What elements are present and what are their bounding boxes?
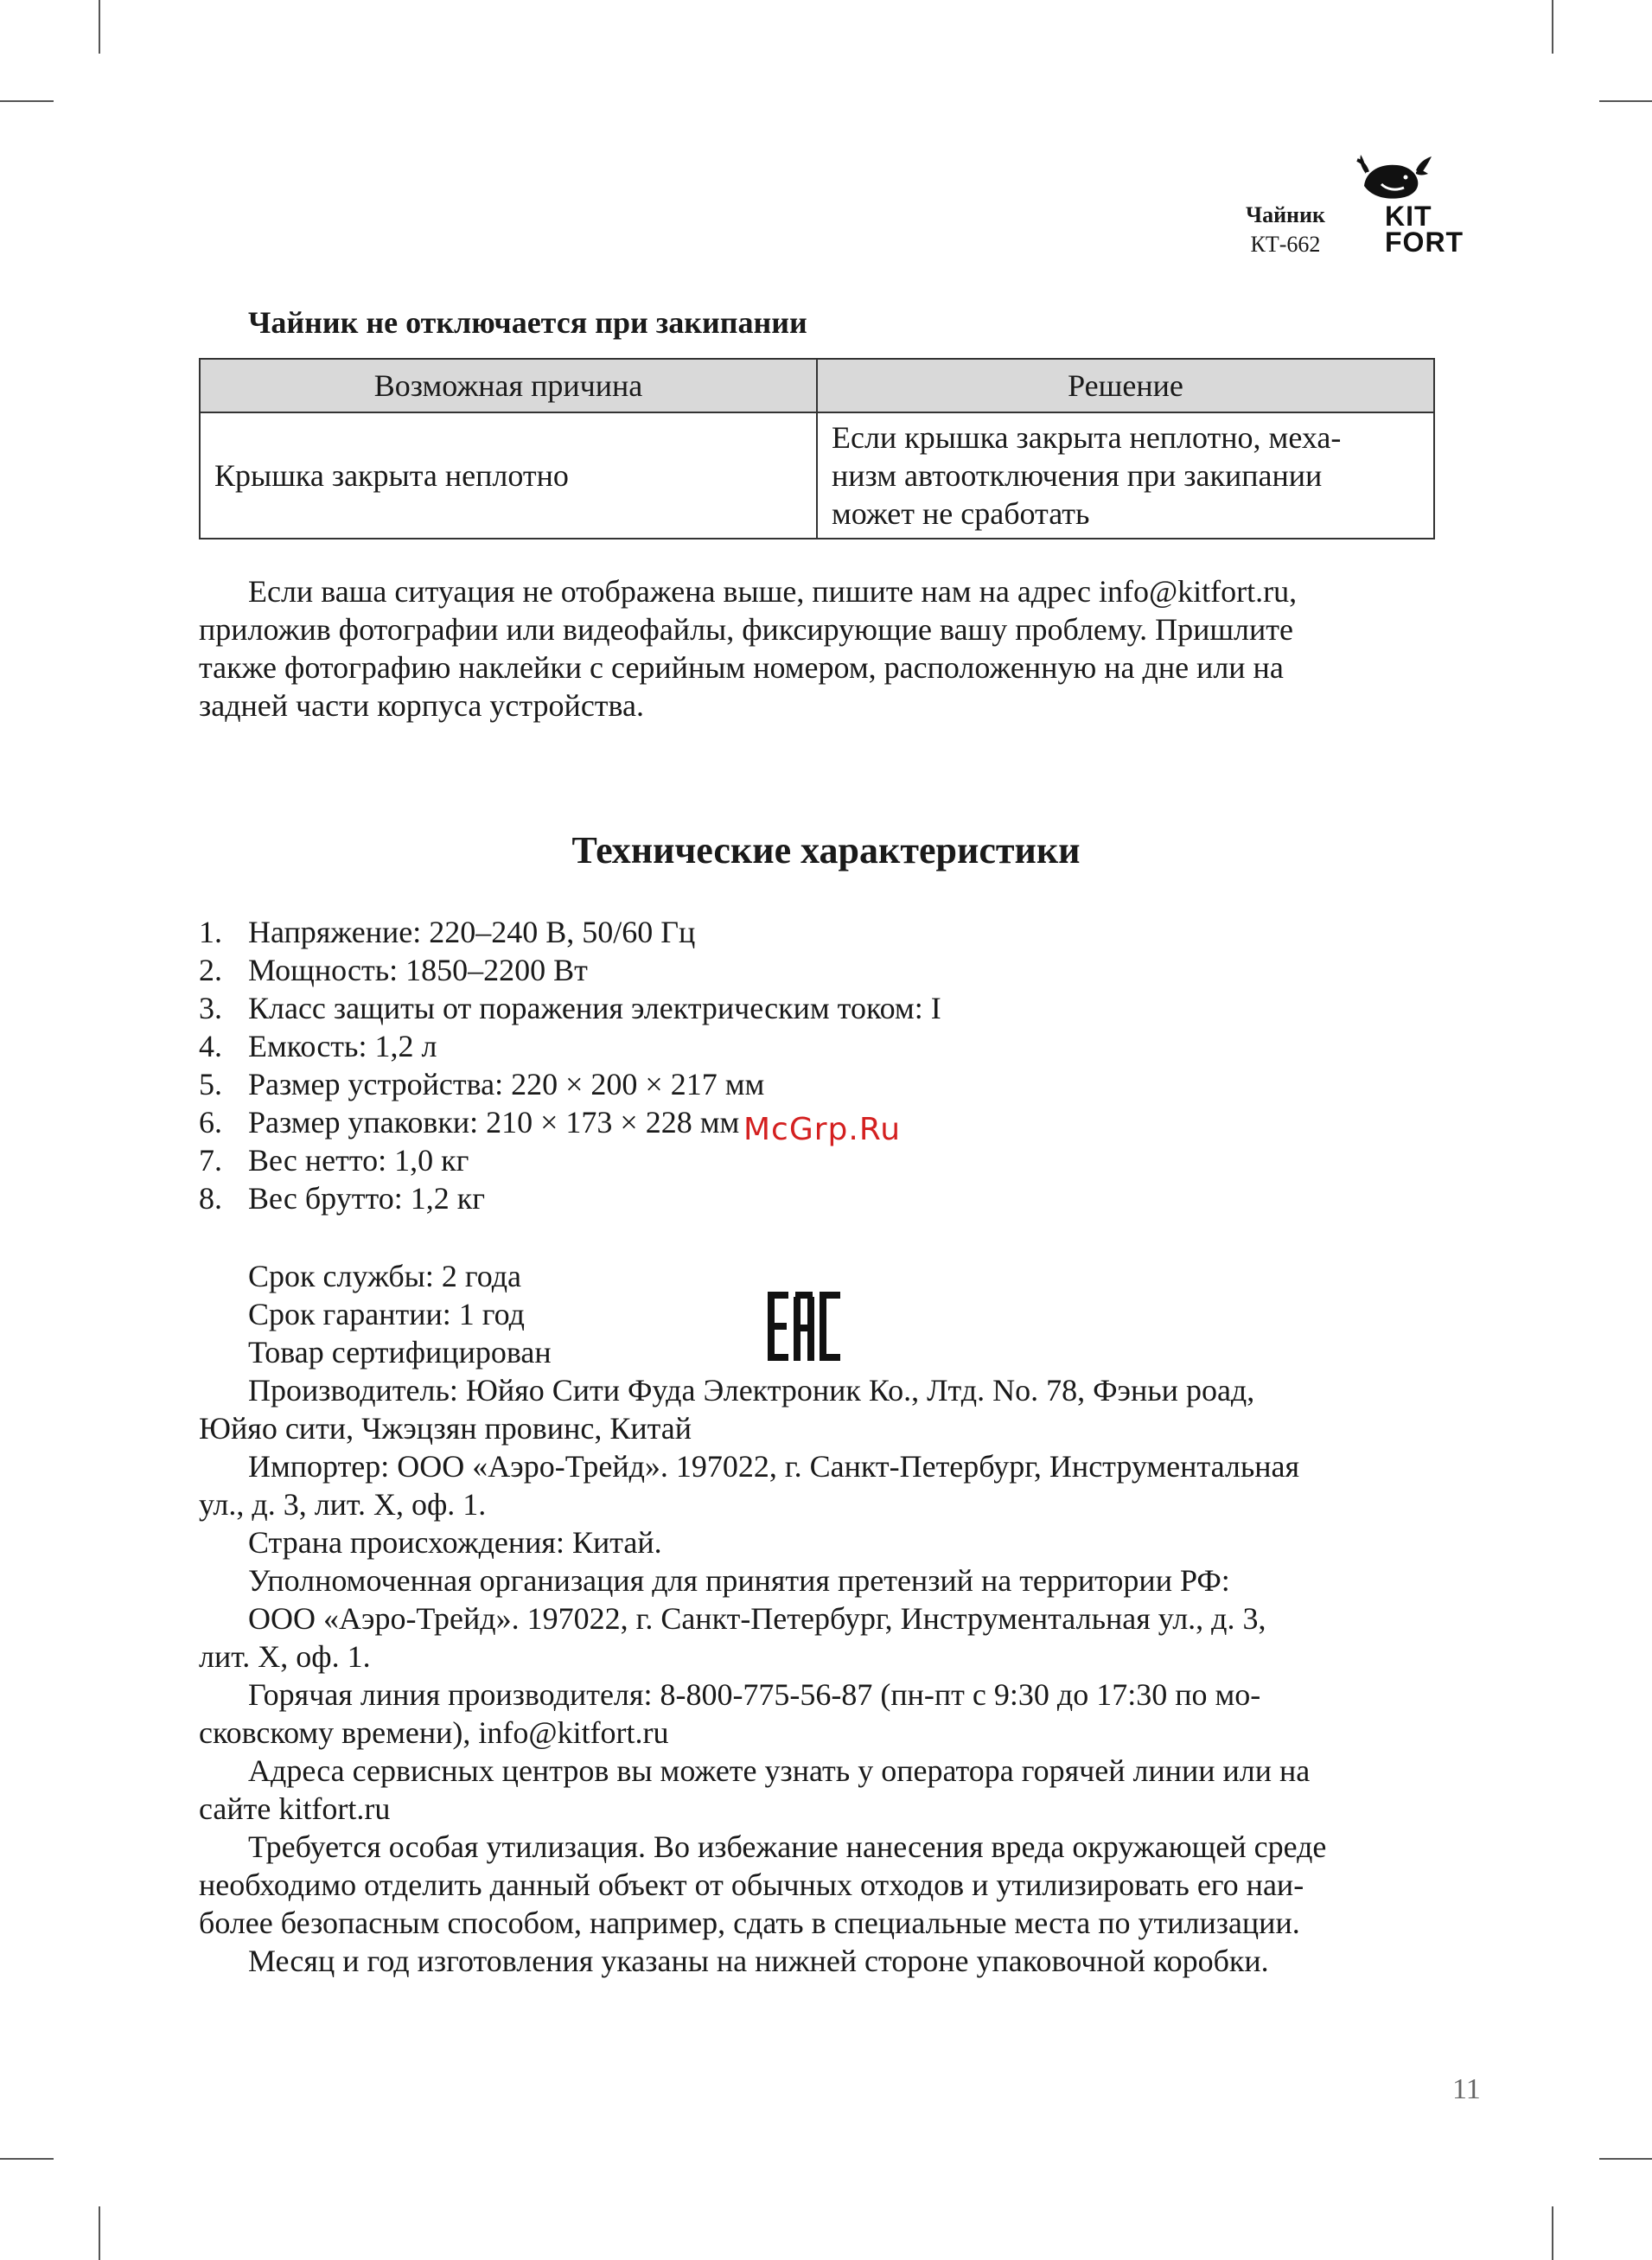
solution-cell [817, 412, 1434, 539]
info-paragraph: Требуется особая утилизация. Во избежание нанесения вреда окружающей среде необходимо отделить данный объект от обычных отходов и утилизировать его наи- более безопасным способом, например, сдать в специальные места по утилизации. [199, 1829, 1327, 1940]
page-number: 11 [1452, 2073, 1481, 2105]
solution-line: может не сработать [832, 496, 1090, 531]
info-paragraph: ООО «Аэро-Трейд». 197022, г. Санкт-Петербург, Инструментальная ул., д. 3, лит. Х, оф. 1. [199, 1601, 1266, 1674]
crop-mark [1552, 2206, 1553, 2260]
whale-icon [1355, 151, 1433, 203]
list-item: 2. Мощность: 1850–2200 Вт [199, 953, 588, 987]
solution-line: низм автоотключения при закипании [832, 458, 1323, 493]
info-paragraph: Срок гарантии: 1 год [248, 1297, 525, 1331]
watermark: McGrp.Ru [743, 1112, 902, 1147]
text-line: приложив фотографии или видеофайлы, фиксирующие вашу проблему. Пришлите [199, 612, 1293, 647]
info-paragraph: Адреса сервисных центров вы можете узнать у оператора горячей линии или на сайте kitfort.ru [199, 1753, 1311, 1826]
text-line: Если ваша ситуация не отображена выше, пишите нам на адрес info@kitfort.ru, [248, 574, 1298, 609]
table-header-row [200, 359, 1434, 412]
crop-mark [99, 0, 100, 54]
info-paragraph: Производитель: Юйяо Сити Фуда Электроник Ко., Лтд. No. 78, Фэньи роад, Юйяо сити, Чжэцзян провинс, Китай [199, 1373, 1255, 1446]
info-paragraph: Горячая линия производителя: 8-800-775-56-87 (пн-пт с 9:30 до 17:30 по мо- сковскому времени), info@kitfort.ru [199, 1677, 1261, 1750]
troubleshooting-table [199, 358, 1435, 539]
product-name: Чайник [1245, 202, 1325, 227]
crop-mark [0, 100, 54, 102]
eac-mark-icon [768, 1292, 840, 1361]
kitfort-logo [1349, 151, 1470, 264]
info-paragraph: Товар сертифицирован [248, 1335, 552, 1369]
section-title: Чайник не отключается при закипании [248, 305, 807, 340]
brand-line-2: FORT [1385, 227, 1464, 258]
crop-mark [1599, 2158, 1652, 2160]
header-meta [1246, 201, 1325, 259]
info-paragraph: Срок службы: 2 года [248, 1259, 522, 1293]
brand-text [1385, 201, 1464, 258]
text-line: задней части корпуса устройства. [199, 688, 645, 723]
tech-specs-title: Технические характеристики [571, 829, 1081, 871]
info-paragraph: Импортер: ООО «Аэро-Трейд». 197022, г. Санкт-Петербург, Инструментальная ул., д. 3, лит. Х, оф. 1. [199, 1449, 1300, 1522]
list-item: 6. Размер упаковки: 210 × 173 × 228 мм [199, 1105, 740, 1140]
list-item: 1. Напряжение: 220–240 В, 50/60 Гц [199, 915, 696, 949]
table-row [200, 412, 1434, 539]
crop-mark [1552, 0, 1553, 54]
info-paragraph: Месяц и год изготовления указаны на нижней стороне упаковочной коробки. [248, 1944, 1269, 1978]
list-item: 3. Класс защиты от поражения электрическим током: I [199, 991, 941, 1025]
column-header: Решение [817, 359, 1434, 412]
list-item: 4. Емкость: 1,2 л [199, 1029, 437, 1063]
contact-paragraph [199, 572, 1444, 725]
cause-cell: Крышка закрыта неплотно [200, 412, 817, 539]
model-number: КТ-662 [1250, 232, 1321, 257]
info-paragraph: Страна происхождения: Китай. [248, 1525, 662, 1560]
info-paragraph: Уполномоченная организация для принятия претензий на территории РФ: [248, 1563, 1230, 1598]
spec-list [199, 913, 1409, 1217]
list-item: 7. Вес нетто: 1,0 кг [199, 1143, 469, 1178]
crop-mark [99, 2206, 100, 2260]
crop-mark [1599, 100, 1652, 102]
column-header: Возможная причина [200, 359, 817, 412]
solution-line: Если крышка закрыта неплотно, меха- [832, 420, 1342, 455]
text-line: также фотографию наклейки с серийным номером, расположенную на дне или на [199, 650, 1284, 685]
crop-mark [0, 2158, 54, 2160]
brand-line-1: KIT [1385, 201, 1432, 232]
list-item: 5. Размер устройства: 220 × 200 × 217 мм [199, 1067, 765, 1101]
list-item: 8. Вес брутто: 1,2 кг [199, 1181, 485, 1216]
info-block [199, 1257, 1444, 1980]
